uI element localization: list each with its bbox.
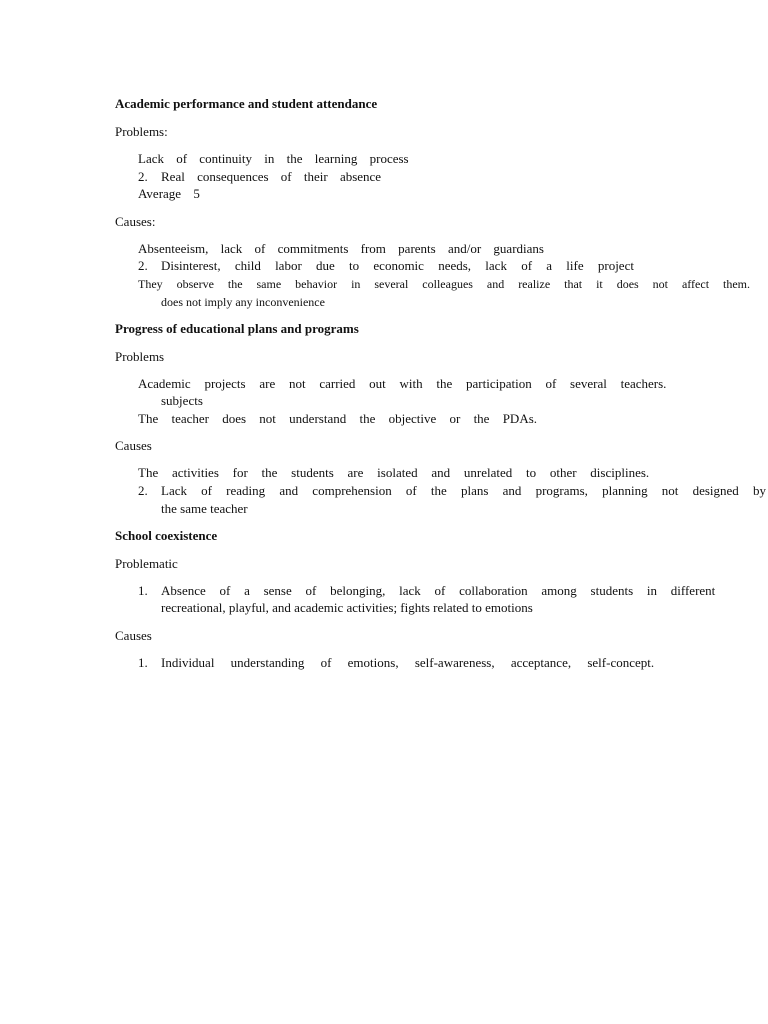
causes-label: Causes xyxy=(115,628,152,643)
list-item-continuation: does not imply any inconvenience xyxy=(161,295,325,309)
item-text: Disinterest, child labor due to economic needs, lack of a life project xyxy=(161,258,634,273)
item-text: Lack of reading and comprehension of the plans and programs, planning not designed by xyxy=(161,483,766,498)
list-item-continuation: the same teacher xyxy=(161,501,248,516)
list-item: Academic projects are not carried out with the participation of several teachers. xyxy=(138,376,667,391)
list-item: The teacher does not understand the objective or the PDAs. xyxy=(138,411,538,426)
problems-label: Problems: xyxy=(115,124,168,139)
item-number: 1. xyxy=(138,583,148,598)
item-number: 2. xyxy=(138,169,148,184)
item-number: 1. xyxy=(138,655,148,670)
causes-label: Causes: xyxy=(115,214,156,229)
list-item xyxy=(138,583,715,599)
item-text: Absence of a sense of belonging, lack of collaboration among students in different xyxy=(161,583,716,598)
list-item: The activities for the students are isolated and unrelated to other disciplines. xyxy=(138,465,650,480)
section-heading: School coexistence xyxy=(115,528,218,543)
causes-label: Causes xyxy=(115,438,152,453)
item-number: 2. xyxy=(138,258,148,273)
list-item-continuation: recreational, playful, and academic activities; fights related to emotions xyxy=(161,600,533,615)
problems-label: Problems xyxy=(115,349,165,364)
list-item: Lack of continuity in the learning process xyxy=(138,151,409,166)
section-heading: Academic performance and student attendance xyxy=(115,96,378,111)
list-item: Absenteeism, lack of commitments from parents and/or guardians xyxy=(138,241,544,256)
list-item xyxy=(138,655,654,671)
list-item: Average 5 xyxy=(138,186,200,201)
item-text: Real consequences of their absence xyxy=(161,169,382,184)
problems-label: Problematic xyxy=(115,556,178,571)
item-number: 2. xyxy=(138,483,148,498)
section-heading: Progress of educational plans and programs xyxy=(115,321,359,336)
list-item-continuation: subjects xyxy=(161,393,203,408)
item-text: Individual understanding of emotions, self-awareness, acceptance, self-concept. xyxy=(161,655,655,670)
list-item: They observe the same behavior in several colleagues and realize that it does not affect them. xyxy=(138,277,750,291)
list-item xyxy=(138,483,766,499)
list-item xyxy=(138,258,634,274)
list-item xyxy=(138,169,381,185)
